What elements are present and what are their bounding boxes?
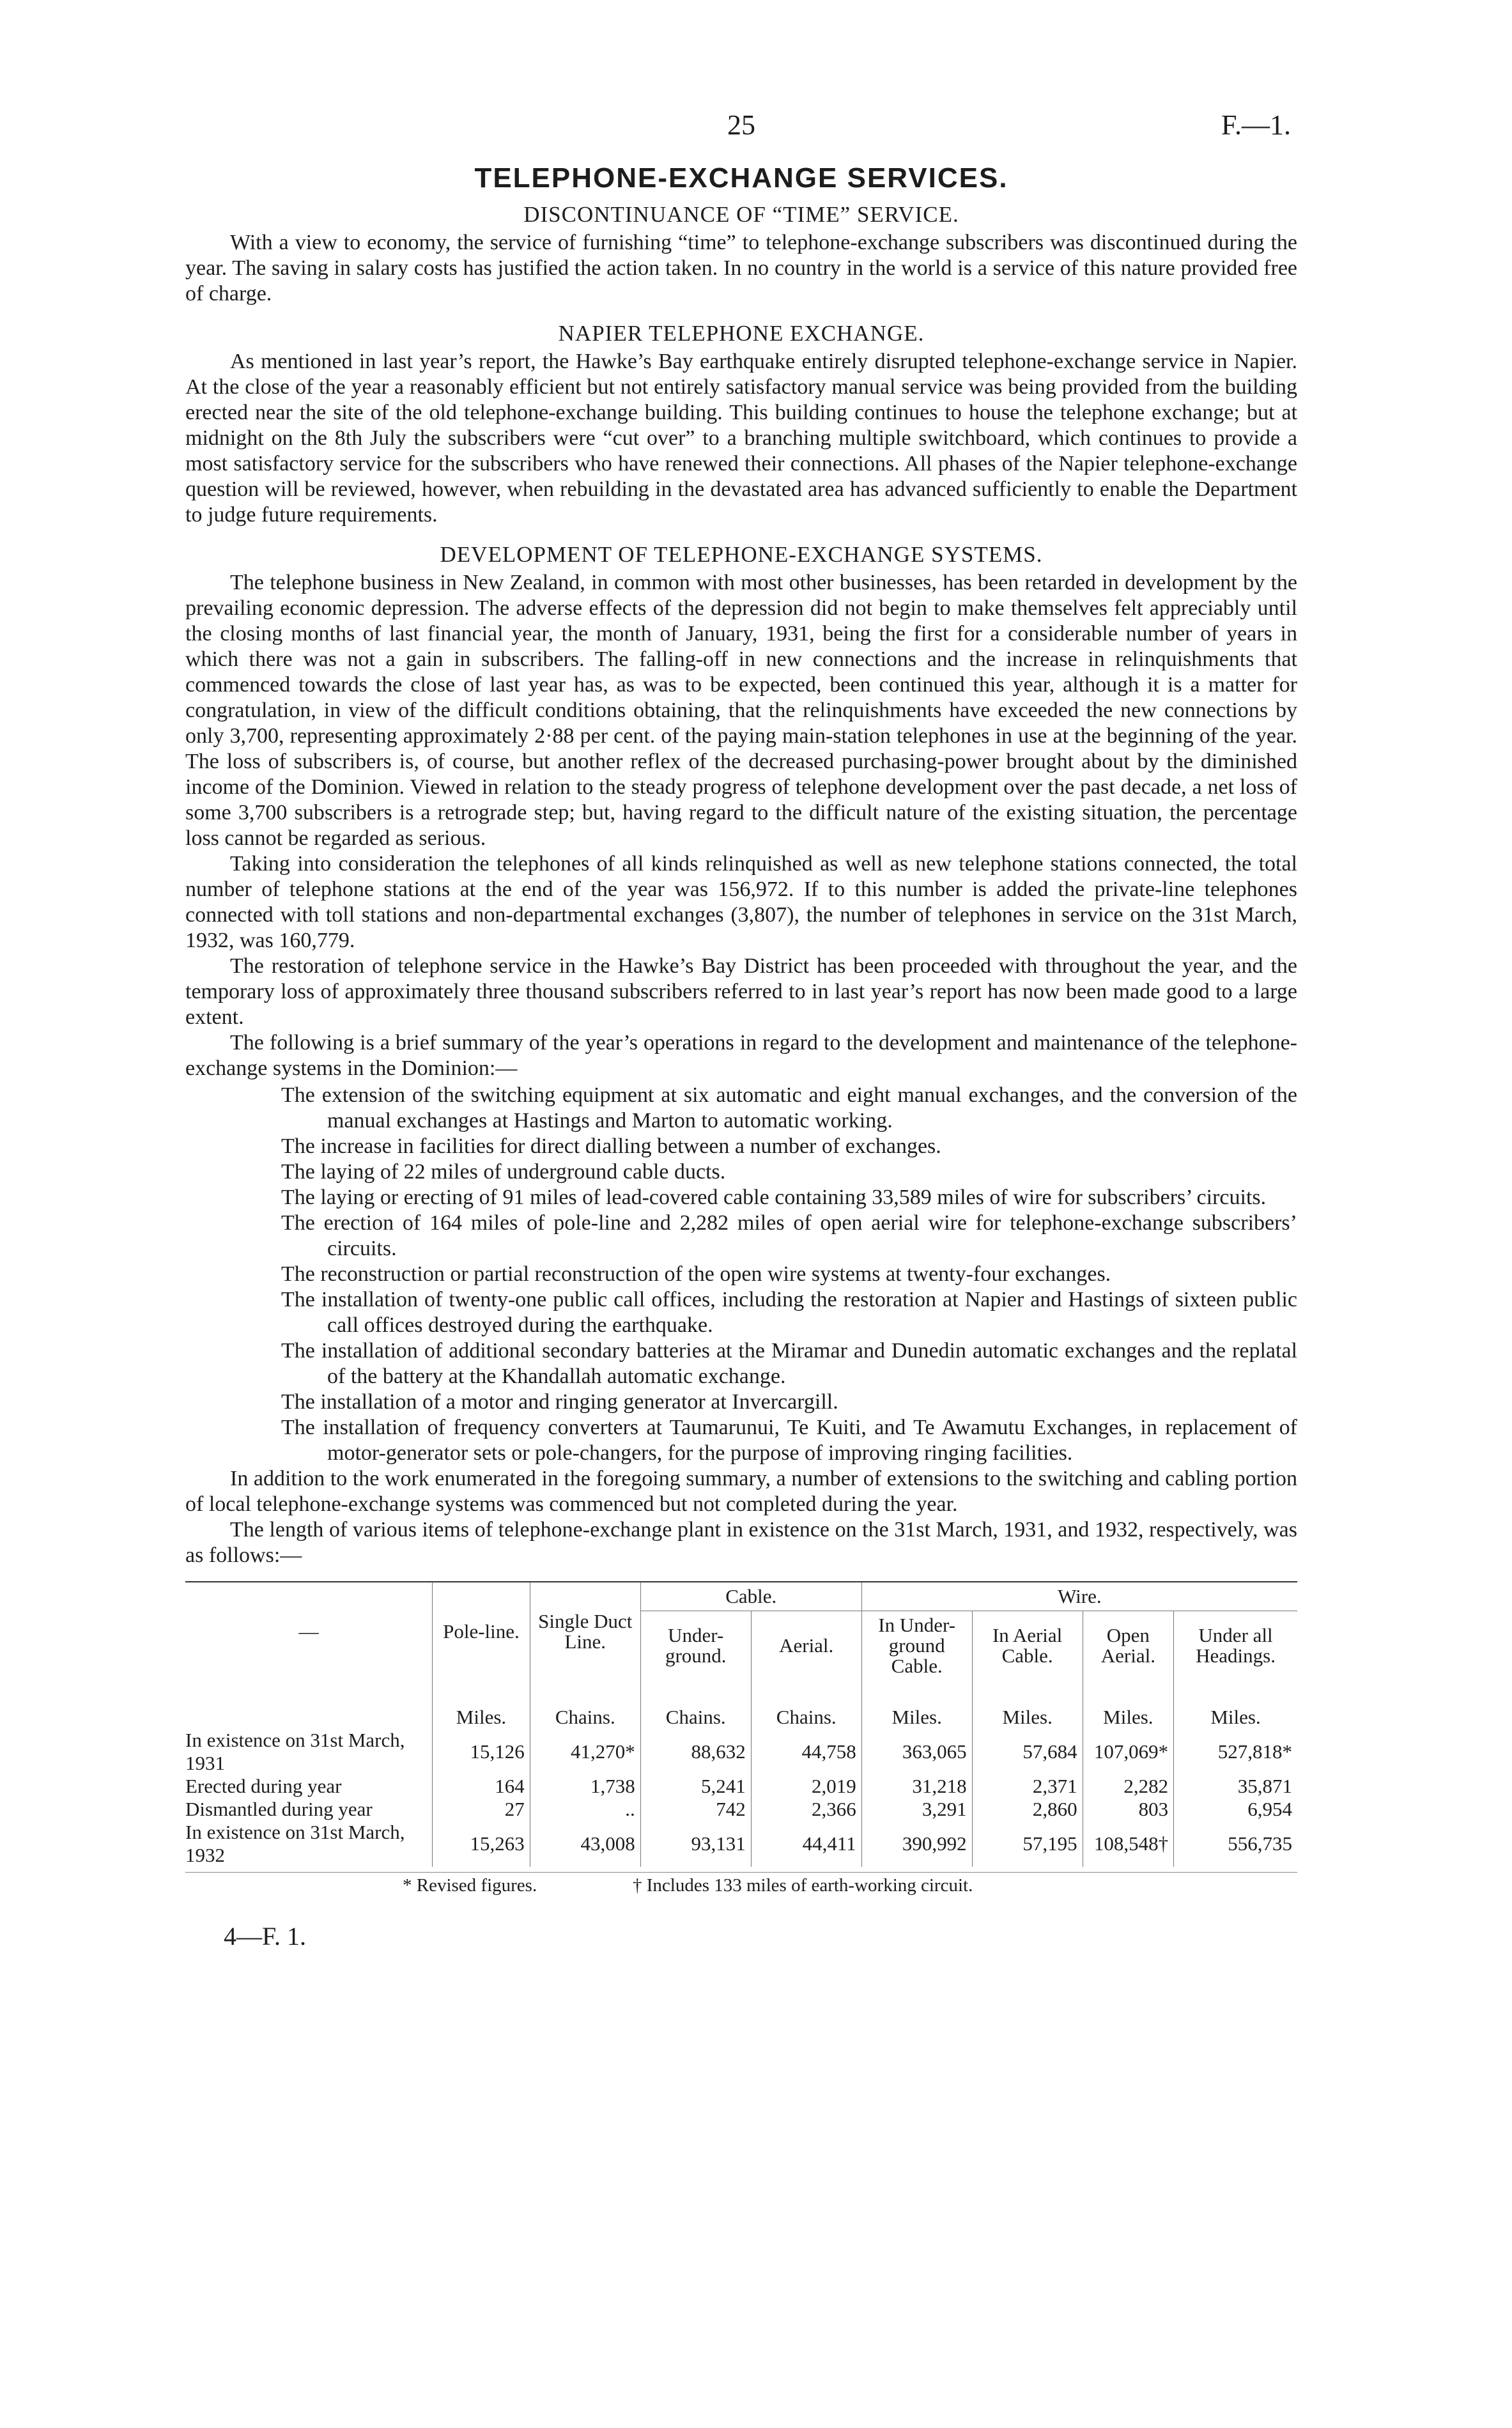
document-reference: F.—1.	[1221, 109, 1291, 141]
list-item: The laying of 22 miles of underground cable ducts.	[281, 1160, 726, 1184]
footnote-revised: * Revised figures.	[403, 1875, 537, 1896]
table-row	[185, 1775, 1297, 1798]
heading-development: DEVELOPMENT OF TELEPHONE-EXCHANGE SYSTEMS.	[440, 542, 1043, 567]
table-cell: 164	[433, 1775, 530, 1798]
unit-cell: Miles.	[861, 1680, 972, 1729]
list-item: The installation of twenty-one public call offices, including the restoration at Napier and Hastings of sixteen public call offices destroyed during the earthquake.	[281, 1288, 1297, 1337]
table-cell: 31,218	[861, 1775, 972, 1798]
table-header-cable: Cable.	[640, 1582, 861, 1611]
table-cell: 2,860	[972, 1798, 1083, 1821]
table-cell: 44,411	[751, 1821, 861, 1867]
heading-time-service: DISCONTINUANCE OF “TIME” SERVICE.	[523, 202, 959, 227]
table-cell: 6,954	[1174, 1798, 1297, 1821]
list-item: The laying or erecting of 91 miles of lead-covered cable containing 33,589 miles of wire for subscribers’ circuits.	[281, 1186, 1267, 1209]
table-row	[185, 1821, 1297, 1867]
row-label: Dismantled during year	[185, 1798, 373, 1820]
running-header	[185, 109, 1297, 160]
signature-mark: 4—F. 1.	[224, 1922, 307, 1951]
table-cell: 15,263	[433, 1821, 530, 1867]
page-number: 25	[727, 109, 755, 141]
row-label: In existence on 31st March, 1932	[185, 1821, 405, 1866]
plant-table	[185, 1582, 1297, 1867]
summary-list	[185, 1083, 1297, 1466]
table-cell: 556,735	[1174, 1821, 1297, 1867]
unit-cell: Miles.	[1174, 1680, 1297, 1729]
table-cell: ..	[530, 1798, 640, 1821]
table-row	[185, 1729, 1297, 1775]
unit-cell: Miles.	[972, 1680, 1083, 1729]
paragraph-napier: As mentioned in last year’s report, the Hawke’s Bay earthquake entirely disrupted telephone-exchange service in Napier. At the close of the year a reasonably efficient but not entirely satisfactory manual service was being provided from the building erected near the site of the old telephone-exchange building. This building continues to house the telephone exchange; but at midnight on the 8th July the subscribers were “cut over” to a branching multiple switchboard, which continues to provide a most satisfactory service for the subscribers who have renewed their connections. All phases of the Napier telephone-exchange question will be reviewed, however, when rebuilding in the devastated area has advanced sufficiently to enable the Department to judge future requirements.	[185, 350, 1297, 527]
table-cell: 88,632	[640, 1729, 751, 1775]
paragraph-development-6: The length of various items of telephone-exchange plant in existence on the 31st March, 1931, and 1932, respectively, was as follows:—	[185, 1518, 1297, 1567]
table-cell: 15,126	[433, 1729, 530, 1775]
table-cell: 527,818*	[1174, 1729, 1297, 1775]
footnote-includes: † Includes 133 miles of earth-working circuit.	[633, 1875, 973, 1896]
unit-cell: Chains.	[751, 1680, 861, 1729]
table-header-in-underground-cable: In Under-ground Cable.	[861, 1611, 972, 1681]
paragraph-development-2: Taking into consideration the telephones of all kinds relinquished as well as new telephone stations connected, the total number of telephone stations at the end of the year was 156,972. If to this number is added the private-line telephones connected with toll stations and non-departmental exchanges (3,807), the number of telephones in service on the 31st March, 1932, was 160,779.	[185, 852, 1297, 952]
table-cell: 35,871	[1174, 1775, 1297, 1798]
table-header-wire: Wire.	[861, 1582, 1297, 1611]
table-cell: 3,291	[861, 1798, 972, 1821]
list-item: The installation of a motor and ringing generator at Invercargill.	[281, 1390, 838, 1414]
table-cell: 2,282	[1083, 1775, 1173, 1798]
table-header-underground: Under-ground.	[640, 1611, 751, 1681]
table-row	[185, 1798, 1297, 1821]
table-cell: 41,270*	[530, 1729, 640, 1775]
table-cell: 1,738	[530, 1775, 640, 1798]
table-cell: 2,019	[751, 1775, 861, 1798]
table-units-row	[185, 1680, 1297, 1729]
table-cell: 57,684	[972, 1729, 1083, 1775]
table-cell: 5,241	[640, 1775, 751, 1798]
list-item: The extension of the switching equipment at six automatic and eight manual exchanges, and the conversion of the manual exchanges at Hastings and Marton to automatic working.	[281, 1083, 1297, 1133]
table-cell: 108,548†	[1083, 1821, 1173, 1867]
table-cell: 57,195	[972, 1821, 1083, 1867]
table-cell: 363,065	[861, 1729, 972, 1775]
list-item: The installation of additional secondary batteries at the Miramar and Dunedin automatic exchanges and the replatal of the battery at the Khandallah automatic exchange.	[281, 1339, 1297, 1388]
page-title: TELEPHONE-EXCHANGE SERVICES.	[474, 162, 1008, 194]
table-cell: 742	[640, 1798, 751, 1821]
table-header-open-aerial: Open Aerial.	[1083, 1611, 1173, 1681]
table-cell: 44,758	[751, 1729, 861, 1775]
row-label: Erected during year	[185, 1775, 342, 1797]
table-cell: 93,131	[640, 1821, 751, 1867]
unit-cell: Chains.	[640, 1680, 751, 1729]
table-header-aerial: Aerial.	[751, 1611, 861, 1681]
list-item: The erection of 164 miles of pole-line and 2,282 miles of open aerial wire for telephone-exchange subscribers’ circuits.	[281, 1211, 1297, 1260]
paragraph-development-5: In addition to the work enumerated in the foregoing summary, a number of extensions to the switching and cabling portion of local telephone-exchange systems was commenced but not completed during the year.	[185, 1467, 1297, 1516]
table-cell: 107,069*	[1083, 1729, 1173, 1775]
table-cell: 27	[433, 1798, 530, 1821]
table-cell: 390,992	[861, 1821, 972, 1867]
table-cell: 803	[1083, 1798, 1173, 1821]
table-header-in-aerial-cable: In Aerial Cable.	[972, 1611, 1083, 1681]
table-header-single-duct: Single Duct Line.	[530, 1582, 640, 1680]
list-item: The increase in facilities for direct dialling between a number of exchanges.	[281, 1134, 941, 1158]
table-cell: 43,008	[530, 1821, 640, 1867]
table-header-under-all: Under all Headings.	[1174, 1611, 1297, 1681]
document-page	[185, 109, 1297, 1951]
list-item: The reconstruction or partial reconstruction of the open wire systems at twenty-four exchanges.	[281, 1262, 1111, 1286]
unit-cell: Miles.	[433, 1680, 530, 1729]
table-header-dash: —	[298, 1620, 319, 1643]
unit-cell: Chains.	[530, 1680, 640, 1729]
table-footnotes	[185, 1872, 1297, 1911]
paragraph-development-4: The following is a brief summary of the year’s operations in regard to the development and maintenance of the telephone-exchange systems in the Dominion:—	[185, 1031, 1297, 1080]
table-cell: 2,366	[751, 1798, 861, 1821]
heading-napier: NAPIER TELEPHONE EXCHANGE.	[558, 321, 925, 346]
paragraph-time-service: With a view to economy, the service of furnishing “time” to telephone-exchange subscribers was discontinued during the year. The saving in salary costs has justified the action taken. In no country in the world is a service of this nature provided free of charge.	[185, 231, 1297, 305]
paragraph-development-1: The telephone business in New Zealand, in common with most other businesses, has been retarded in development by the prevailing economic depression. The adverse effects of the depression did not begin to make themselves felt appreciably until the closing months of last financial year, the month of January, 1931, being the first for a considerable number of years in which there was not a gain in subscribers. The falling-off in new connections and the increase in relinquishments that commenced towards the close of last year has, as was to be expected, been continued this year, although it is a matter for congratulation, in view of the difficult conditions obtaining, that the relinquishments have exceeded the new connections by only 3,700, representing approximately 2·88 per cent. of the paying main-station telephones in use at the beginning of the year. The loss of subscribers is, of course, but another reflex of the decreased purchasing-power brought about by the diminished income of the Dominion. Viewed in relation to the steady progress of telephone development over the past decade, a net loss of some 3,700 subscribers is a retrograde step; but, having regard to the difficult nature of the existing situation, the percentage loss cannot be regarded as serious.	[185, 571, 1297, 850]
table-cell: 2,371	[972, 1775, 1083, 1798]
row-label: In existence on 31st March, 1931	[185, 1729, 405, 1774]
unit-cell: Miles.	[1083, 1680, 1173, 1729]
list-item: The installation of frequency converters at Taumarunui, Te Kuiti, and Te Awamutu Exchanges, in replacement of motor-generator sets or pole-changers, for the purpose of improving ringing facilities.	[281, 1416, 1297, 1465]
paragraph-development-3: The restoration of telephone service in the Hawke’s Bay District has been proceeded with throughout the year, and the temporary loss of approximately three thousand subscribers referred to in last year’s report has now been made good to a large extent.	[185, 954, 1297, 1029]
table-header-pole-line: Pole-line.	[433, 1582, 530, 1680]
